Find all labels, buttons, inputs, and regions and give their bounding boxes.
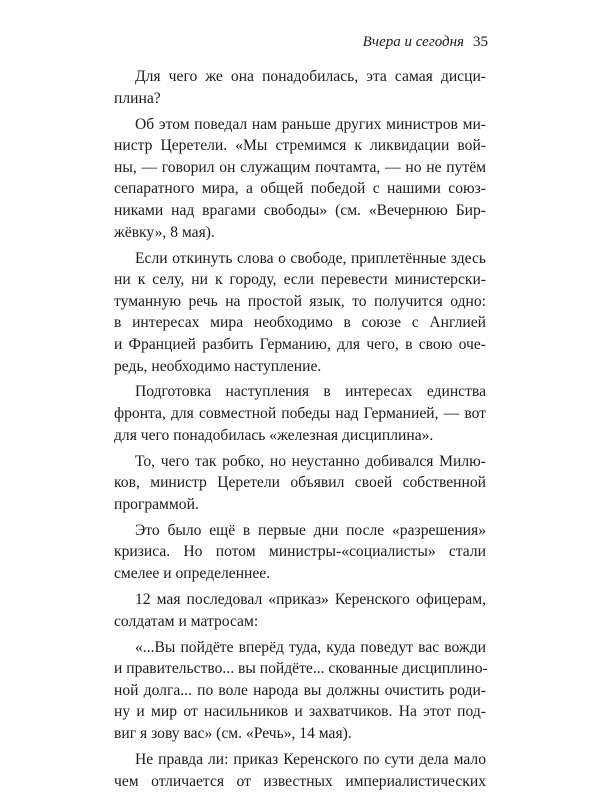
text-line: никами над врагами свободы» (см. «Вечернюю Бир- bbox=[114, 201, 486, 219]
text-line: программой. bbox=[114, 495, 199, 513]
paragraph bbox=[114, 248, 486, 378]
text-line: кризиса. Но потом министры-«социалисты» стали bbox=[114, 543, 486, 561]
text-line: в интересах мира необходимо в союзе с Англией bbox=[114, 314, 486, 332]
paragraph bbox=[114, 451, 486, 516]
running-head-title: Вчера и сегодня bbox=[362, 34, 464, 50]
text-line: «...Вы пойдёте вперёд туда, куда поведут вас вожди bbox=[135, 638, 486, 656]
text-line: 12 мая последовал «приказ» Керенского офицерам, bbox=[135, 591, 486, 608]
body-text bbox=[114, 66, 486, 797]
text-line: Это было ещё в первые дни после «разрешения» bbox=[135, 521, 486, 539]
text-line: нистр Церетели. «Мы стремимся к ликвидации вой- bbox=[114, 137, 486, 155]
text-line: Если откинуть слова о свободе, приплетённые здесь bbox=[135, 249, 486, 267]
text-line: и Францией разбить Германию, для чего, в свою оче- bbox=[114, 335, 486, 353]
text-line: жёвку», 8 мая). bbox=[114, 223, 215, 241]
text-line: солдатам и матросам: bbox=[114, 612, 259, 630]
text-line: То, чего так робко, но неустанно добивался Милю- bbox=[135, 452, 486, 470]
paragraph bbox=[114, 66, 486, 109]
text-line: Подготовка наступления в интересах единства bbox=[135, 383, 486, 401]
paragraph bbox=[114, 381, 486, 446]
text-line: смелее и определеннее. bbox=[114, 565, 271, 583]
text-line: чем отличается от известных империалистических bbox=[114, 772, 486, 790]
text-line: ны, — говорил он служащим почтамта, — но не путём bbox=[114, 158, 486, 176]
text-line: ной долга... по воле народа вы должны очистить роди- bbox=[114, 681, 486, 699]
page-number: 35 bbox=[473, 34, 488, 50]
text-line: Об этом поведал нам раньше других министров ми- bbox=[135, 115, 486, 133]
text-line: ков, министр Церетели объявил своей собственной bbox=[114, 474, 486, 492]
text-line: фронта, для совместной победы над Германией, — вот bbox=[114, 405, 486, 423]
text-line: виг я зову вас» (см. «Речь», 14 мая). bbox=[114, 724, 352, 742]
text-line: сепаратного мира, а общей победой с нашими союз- bbox=[114, 180, 486, 198]
text-line: Для чего же она понадобилась, эта самая дисци- bbox=[135, 68, 486, 85]
paragraph bbox=[114, 589, 486, 632]
text-line: редь, необходимо наступление. bbox=[114, 357, 322, 375]
paragraph bbox=[114, 114, 486, 244]
text-line: плина? bbox=[114, 89, 161, 107]
text-line: ни к селу, ни к городу, если перевести министерски- bbox=[114, 271, 486, 289]
text-line: Не правда ли: приказ Керенского по сути дела мало bbox=[135, 750, 486, 768]
running-head bbox=[363, 33, 488, 51]
text-line: туманную речь на простой язык, то получится одно: bbox=[114, 292, 486, 310]
text-line: ну и мир от насильников и захватчиков. На этот под- bbox=[114, 703, 486, 721]
paragraph bbox=[114, 637, 486, 745]
text-line: и правительство... вы пойдёте... скованные дисциплино- bbox=[114, 660, 488, 678]
paragraph bbox=[114, 749, 486, 792]
paragraph bbox=[114, 520, 486, 585]
text-line: для чего понадобилась «железная дисциплина». bbox=[114, 426, 434, 444]
